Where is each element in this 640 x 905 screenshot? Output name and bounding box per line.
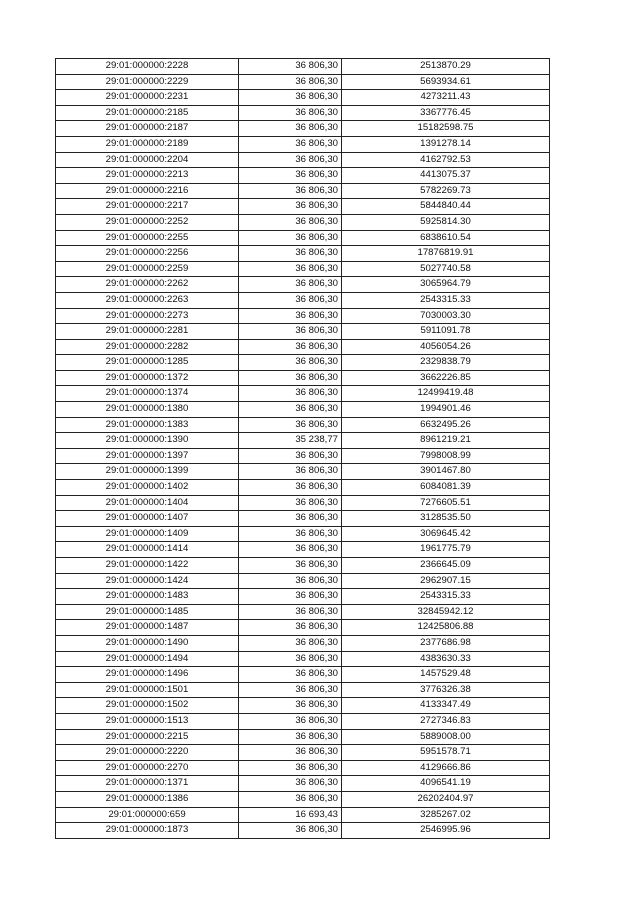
cadastral-number-cell: 29:01:000000:2204 (56, 152, 239, 168)
cadastral-number-cell: 29:01:000000:1390 (56, 433, 239, 449)
value-cell: 4096541.19 (342, 776, 550, 792)
table-row (56, 651, 550, 667)
value-cell: 1961775.79 (342, 542, 550, 558)
table-row (56, 402, 550, 418)
rate-cell: 36 806,30 (239, 199, 342, 215)
cadastral-number-cell: 29:01:000000:1502 (56, 698, 239, 714)
value-cell: 1994901.46 (342, 402, 550, 418)
table-row (56, 59, 550, 75)
rate-cell: 36 806,30 (239, 183, 342, 199)
cadastral-number-cell: 29:01:000000:2216 (56, 183, 239, 199)
value-cell: 2962907.15 (342, 573, 550, 589)
value-cell: 5844840.44 (342, 199, 550, 215)
rate-cell: 36 806,30 (239, 635, 342, 651)
cadastral-number-cell: 29:01:000000:1372 (56, 370, 239, 386)
value-cell: 1391278.14 (342, 136, 550, 152)
table-row (56, 635, 550, 651)
table-row (56, 417, 550, 433)
rate-cell: 36 806,30 (239, 402, 342, 418)
table-row (56, 713, 550, 729)
value-cell: 4129666.86 (342, 760, 550, 776)
rate-cell: 36 806,30 (239, 230, 342, 246)
cadastral-number-cell: 29:01:000000:2281 (56, 324, 239, 340)
cadastral-number-cell: 29:01:000000:2185 (56, 105, 239, 121)
table-row (56, 308, 550, 324)
table-row (56, 823, 550, 839)
cadastral-number-cell: 29:01:000000:1490 (56, 635, 239, 651)
rate-cell: 36 806,30 (239, 589, 342, 605)
value-cell: 4383630.33 (342, 651, 550, 667)
value-cell: 2329838.79 (342, 355, 550, 371)
value-cell: 5027740.58 (342, 261, 550, 277)
value-cell: 6084081.39 (342, 480, 550, 496)
value-cell: 7998008.99 (342, 448, 550, 464)
value-cell: 15182598.75 (342, 121, 550, 137)
cadastral-number-cell: 29:01:000000:2215 (56, 729, 239, 745)
rate-cell: 36 806,30 (239, 526, 342, 542)
rate-cell: 36 806,30 (239, 339, 342, 355)
rate-cell: 36 806,30 (239, 277, 342, 293)
value-cell: 4056054.26 (342, 339, 550, 355)
cadastral-number-cell: 29:01:000000:2231 (56, 90, 239, 106)
value-cell: 3367776.45 (342, 105, 550, 121)
value-cell: 2513870.29 (342, 59, 550, 75)
rate-cell: 36 806,30 (239, 168, 342, 184)
value-cell: 2727346.83 (342, 713, 550, 729)
cadastral-number-cell: 29:01:000000:1501 (56, 682, 239, 698)
rate-cell: 36 806,30 (239, 651, 342, 667)
table-body (56, 59, 550, 839)
table-row (56, 604, 550, 620)
table-row (56, 386, 550, 402)
table-row (56, 90, 550, 106)
value-cell: 5889008.00 (342, 729, 550, 745)
table-row (56, 277, 550, 293)
rate-cell: 36 806,30 (239, 745, 342, 761)
cadastral-number-cell: 29:01:000000:1397 (56, 448, 239, 464)
table-row (56, 729, 550, 745)
rate-cell: 36 806,30 (239, 495, 342, 511)
table-row (56, 620, 550, 636)
rate-cell: 36 806,30 (239, 620, 342, 636)
table-row (56, 246, 550, 262)
table-row (56, 791, 550, 807)
value-cell: 2543315.33 (342, 292, 550, 308)
table-row (56, 480, 550, 496)
cadastral-number-cell: 29:01:000000:659 (56, 807, 239, 823)
table-row (56, 542, 550, 558)
cadastral-number-cell: 29:01:000000:1374 (56, 386, 239, 402)
value-cell: 3662226.85 (342, 370, 550, 386)
rate-cell: 36 806,30 (239, 667, 342, 683)
rate-cell: 36 806,30 (239, 386, 342, 402)
table-row (56, 667, 550, 683)
value-cell: 6632495.26 (342, 417, 550, 433)
cadastral-number-cell: 29:01:000000:1380 (56, 402, 239, 418)
cadastral-number-cell: 29:01:000000:2220 (56, 745, 239, 761)
value-cell: 2543315.33 (342, 589, 550, 605)
cadastral-number-cell: 29:01:000000:1424 (56, 573, 239, 589)
value-cell: 12425806.88 (342, 620, 550, 636)
cadastral-number-cell: 29:01:000000:1422 (56, 558, 239, 574)
value-cell: 7030003.30 (342, 308, 550, 324)
rate-cell: 36 806,30 (239, 152, 342, 168)
rate-cell: 36 806,30 (239, 355, 342, 371)
cadastral-number-cell: 29:01:000000:1414 (56, 542, 239, 558)
table-row (56, 589, 550, 605)
table-row (56, 168, 550, 184)
value-cell: 32845942.12 (342, 604, 550, 620)
value-cell: 17876819.91 (342, 246, 550, 262)
cadastral-number-cell: 29:01:000000:2282 (56, 339, 239, 355)
table-row (56, 698, 550, 714)
table-row (56, 214, 550, 230)
rate-cell: 36 806,30 (239, 511, 342, 527)
cadastral-number-cell: 29:01:000000:2262 (56, 277, 239, 293)
rate-cell: 36 806,30 (239, 292, 342, 308)
value-cell: 3776326.38 (342, 682, 550, 698)
table-row (56, 433, 550, 449)
table-row (56, 558, 550, 574)
rate-cell: 36 806,30 (239, 105, 342, 121)
rate-cell: 35 238,77 (239, 433, 342, 449)
rate-cell: 36 806,30 (239, 136, 342, 152)
cadastral-number-cell: 29:01:000000:2259 (56, 261, 239, 277)
rate-cell: 36 806,30 (239, 464, 342, 480)
rate-cell: 36 806,30 (239, 791, 342, 807)
cadastral-number-cell: 29:01:000000:2187 (56, 121, 239, 137)
rate-cell: 36 806,30 (239, 558, 342, 574)
cadastral-number-cell: 29:01:000000:1404 (56, 495, 239, 511)
rate-cell: 36 806,30 (239, 417, 342, 433)
table-row (56, 745, 550, 761)
table-row (56, 682, 550, 698)
cadastral-number-cell: 29:01:000000:1485 (56, 604, 239, 620)
rate-cell: 36 806,30 (239, 261, 342, 277)
table-row (56, 370, 550, 386)
value-cell: 12499419.48 (342, 386, 550, 402)
cadastral-number-cell: 29:01:000000:2252 (56, 214, 239, 230)
rate-cell: 36 806,30 (239, 573, 342, 589)
table-row (56, 74, 550, 90)
cadastral-number-cell: 29:01:000000:1371 (56, 776, 239, 792)
cadastral-number-cell: 29:01:000000:1494 (56, 651, 239, 667)
value-cell: 2546995.96 (342, 823, 550, 839)
cadastral-number-cell: 29:01:000000:1285 (56, 355, 239, 371)
rate-cell: 36 806,30 (239, 246, 342, 262)
table-row (56, 464, 550, 480)
table-row (56, 292, 550, 308)
rate-cell: 36 806,30 (239, 121, 342, 137)
value-cell: 3128535.50 (342, 511, 550, 527)
cadastral-number-cell: 29:01:000000:1487 (56, 620, 239, 636)
rate-cell: 36 806,30 (239, 448, 342, 464)
cadastral-number-cell: 29:01:000000:2217 (56, 199, 239, 215)
table-row (56, 105, 550, 121)
cadastral-number-cell: 29:01:000000:2228 (56, 59, 239, 75)
value-cell: 2366645.09 (342, 558, 550, 574)
value-cell: 3901467.80 (342, 464, 550, 480)
value-cell: 5951578.71 (342, 745, 550, 761)
rate-cell: 36 806,30 (239, 214, 342, 230)
value-cell: 4162792.53 (342, 152, 550, 168)
table-row (56, 199, 550, 215)
cadastral-number-cell: 29:01:000000:1402 (56, 480, 239, 496)
value-cell: 8961219.21 (342, 433, 550, 449)
value-cell: 4273211.43 (342, 90, 550, 106)
table-row (56, 261, 550, 277)
cadastral-number-cell: 29:01:000000:1496 (56, 667, 239, 683)
table-row (56, 526, 550, 542)
cadastral-number-cell: 29:01:000000:1407 (56, 511, 239, 527)
table-row (56, 339, 550, 355)
rate-cell: 36 806,30 (239, 542, 342, 558)
value-cell: 5782269.73 (342, 183, 550, 199)
table-row (56, 573, 550, 589)
value-cell: 4133347.49 (342, 698, 550, 714)
rate-cell: 36 806,30 (239, 823, 342, 839)
cadastral-number-cell: 29:01:000000:1513 (56, 713, 239, 729)
rate-cell: 36 806,30 (239, 604, 342, 620)
rate-cell: 36 806,30 (239, 682, 342, 698)
cadastral-number-cell: 29:01:000000:2263 (56, 292, 239, 308)
table-row (56, 495, 550, 511)
cadastral-number-cell: 29:01:000000:2189 (56, 136, 239, 152)
rate-cell: 36 806,30 (239, 74, 342, 90)
cadastral-number-cell: 29:01:000000:2270 (56, 760, 239, 776)
value-cell: 5911091.78 (342, 324, 550, 340)
table-row (56, 355, 550, 371)
value-cell: 1457529.48 (342, 667, 550, 683)
rate-cell: 36 806,30 (239, 713, 342, 729)
cadastral-number-cell: 29:01:000000:1483 (56, 589, 239, 605)
value-cell: 5693934.61 (342, 74, 550, 90)
table-row (56, 121, 550, 137)
data-table (55, 58, 550, 839)
rate-cell: 36 806,30 (239, 308, 342, 324)
cadastral-number-cell: 29:01:000000:1399 (56, 464, 239, 480)
value-cell: 3069645.42 (342, 526, 550, 542)
cadastral-number-cell: 29:01:000000:2213 (56, 168, 239, 184)
rate-cell: 36 806,30 (239, 59, 342, 75)
value-cell: 3065964.79 (342, 277, 550, 293)
cadastral-number-cell: 29:01:000000:2229 (56, 74, 239, 90)
cadastral-number-cell: 29:01:000000:2256 (56, 246, 239, 262)
value-cell: 5925814.30 (342, 214, 550, 230)
value-cell: 3285267.02 (342, 807, 550, 823)
value-cell: 6838610.54 (342, 230, 550, 246)
rate-cell: 36 806,30 (239, 480, 342, 496)
table-row (56, 136, 550, 152)
rate-cell: 36 806,30 (239, 729, 342, 745)
value-cell: 26202404.97 (342, 791, 550, 807)
cadastral-number-cell: 29:01:000000:1386 (56, 791, 239, 807)
table-row (56, 448, 550, 464)
rate-cell: 36 806,30 (239, 760, 342, 776)
table-row (56, 807, 550, 823)
cadastral-number-cell: 29:01:000000:2255 (56, 230, 239, 246)
value-cell: 4413075.37 (342, 168, 550, 184)
value-cell: 7276605.51 (342, 495, 550, 511)
rate-cell: 36 806,30 (239, 776, 342, 792)
rate-cell: 36 806,30 (239, 90, 342, 106)
table-row (56, 152, 550, 168)
value-cell: 2377686.98 (342, 635, 550, 651)
table-row (56, 183, 550, 199)
cadastral-number-cell: 29:01:000000:1409 (56, 526, 239, 542)
rate-cell: 36 806,30 (239, 324, 342, 340)
cadastral-number-cell: 29:01:000000:1873 (56, 823, 239, 839)
table-row (56, 760, 550, 776)
rate-cell: 36 806,30 (239, 370, 342, 386)
rate-cell: 36 806,30 (239, 698, 342, 714)
table-row (56, 230, 550, 246)
cadastral-number-cell: 29:01:000000:2273 (56, 308, 239, 324)
table-row (56, 776, 550, 792)
table-row (56, 324, 550, 340)
rate-cell: 16 693,43 (239, 807, 342, 823)
table-row (56, 511, 550, 527)
cadastral-number-cell: 29:01:000000:1383 (56, 417, 239, 433)
